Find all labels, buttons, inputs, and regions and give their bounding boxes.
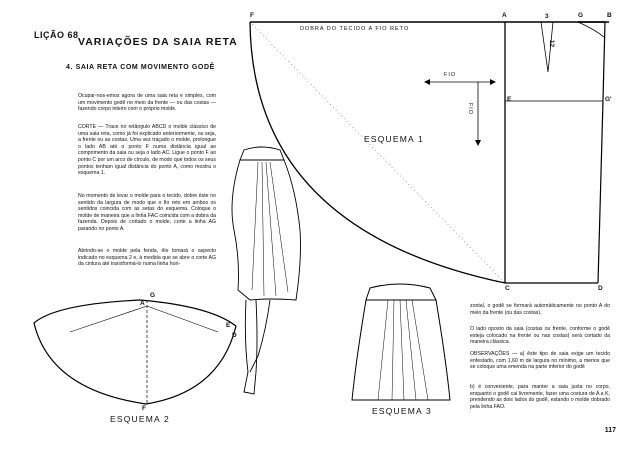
s2-point-A: A xyxy=(140,300,145,307)
godê-paragraph: zontal, o godê se formará automàticamente no ponto A do meio da frente (ou das costas). xyxy=(470,303,610,316)
grain-label-h: FIO xyxy=(444,72,457,78)
s2-point-F: F xyxy=(142,405,146,412)
schema2-label: ESQUEMA 2 xyxy=(110,414,170,424)
lesson-number: LIÇÃO 68 xyxy=(34,30,79,40)
schema3-label: ESQUEMA 3 xyxy=(372,406,432,416)
s2-point-E: E xyxy=(226,322,231,329)
point-G-prime: G' xyxy=(605,96,612,103)
schema1-label: ESQUEMA 1 xyxy=(364,134,424,144)
point-B: B xyxy=(607,12,612,19)
s2-point-D: D xyxy=(232,332,237,339)
intro-paragraph: Ocupar-nos-emos agora de uma saia reta e simples, com um movimento godê no meio da frente — ou das costas — fazendo corpo inteiro com o próprio molde. xyxy=(78,93,216,113)
observacoes-paragraph: OBSERVAÇÕES — a) êste tipo de saia exige um tecido enfestado, com 1,60 m de largura no mínimo, a menos que se coloque uma emenda na parte inferior do godê xyxy=(470,351,610,371)
oposto-paragraph: O lado oposto da saia (costas ou frente, conforme o godê esteja colocado na frente ou nas costas) será cortado da maneira clássica. xyxy=(470,326,610,346)
section-subtitle: 4. SAIA RETA COM MOVIMENTO GODÊ xyxy=(66,64,215,71)
corte-paragraph: CORTE — Trace no retângulo ABCD o molde clássico de uma saia reta, como já foi explicado anteriormente, ou seja, a frente ou as costas. Uma vez traçado o molde, prolongue o lado AB até o ponto F numa distância igual ao comprimento da saia ou seja o lado AC. Ligue o ponto F ao ponto C por um arco de círculo, de modo que todos os seus pontos tenham igual distância do ponto A, como mostra o esquema 1. xyxy=(78,124,216,177)
s2-point-G: G xyxy=(150,292,156,299)
abrindo-paragraph: Abrindo-se o molde pela fenda, êle tomará o aspecto indicado no esquema 2 e, à medida que se abre o corte AG da cintura até transformá-lo numa linha hori- xyxy=(78,248,216,268)
page-title: VARIAÇÕES DA SAIA RETA xyxy=(78,36,238,48)
point-D: D xyxy=(598,285,603,292)
dart-measure: 12 xyxy=(548,39,556,48)
point-3: 3 xyxy=(545,13,549,20)
conveniente-paragraph: b) é conveniente, para manter a saia justa no corpo, enquanto o godê cai livremente, fazer uma costura de A a K, prendendo as dois lados do godê, estando o molde dobrado pela linha FAO. xyxy=(470,384,610,410)
page-number: 117 xyxy=(604,427,616,434)
point-F: F xyxy=(250,12,254,19)
fold-label: DOBRA DO TECIDO A FIO RETO xyxy=(300,26,410,32)
tecido-paragraph: No momento de levar o molde para o tecido, dobre êste no sentido da largura de modo que o fio reto em ambos os sentidos coincida com as setas do esquema. Coloque o molde de maneira que a linha FAC coincida com a dobra da fazenda. Depois de cortado o molde, corte a linha AG parando no ponto A. xyxy=(78,193,216,232)
schema3-skirt xyxy=(352,300,450,400)
point-G: G xyxy=(578,12,584,19)
point-C: C xyxy=(505,285,510,292)
point-E: E xyxy=(507,96,512,103)
point-A: A xyxy=(502,12,507,19)
grain-label-v: FIO xyxy=(467,102,474,116)
